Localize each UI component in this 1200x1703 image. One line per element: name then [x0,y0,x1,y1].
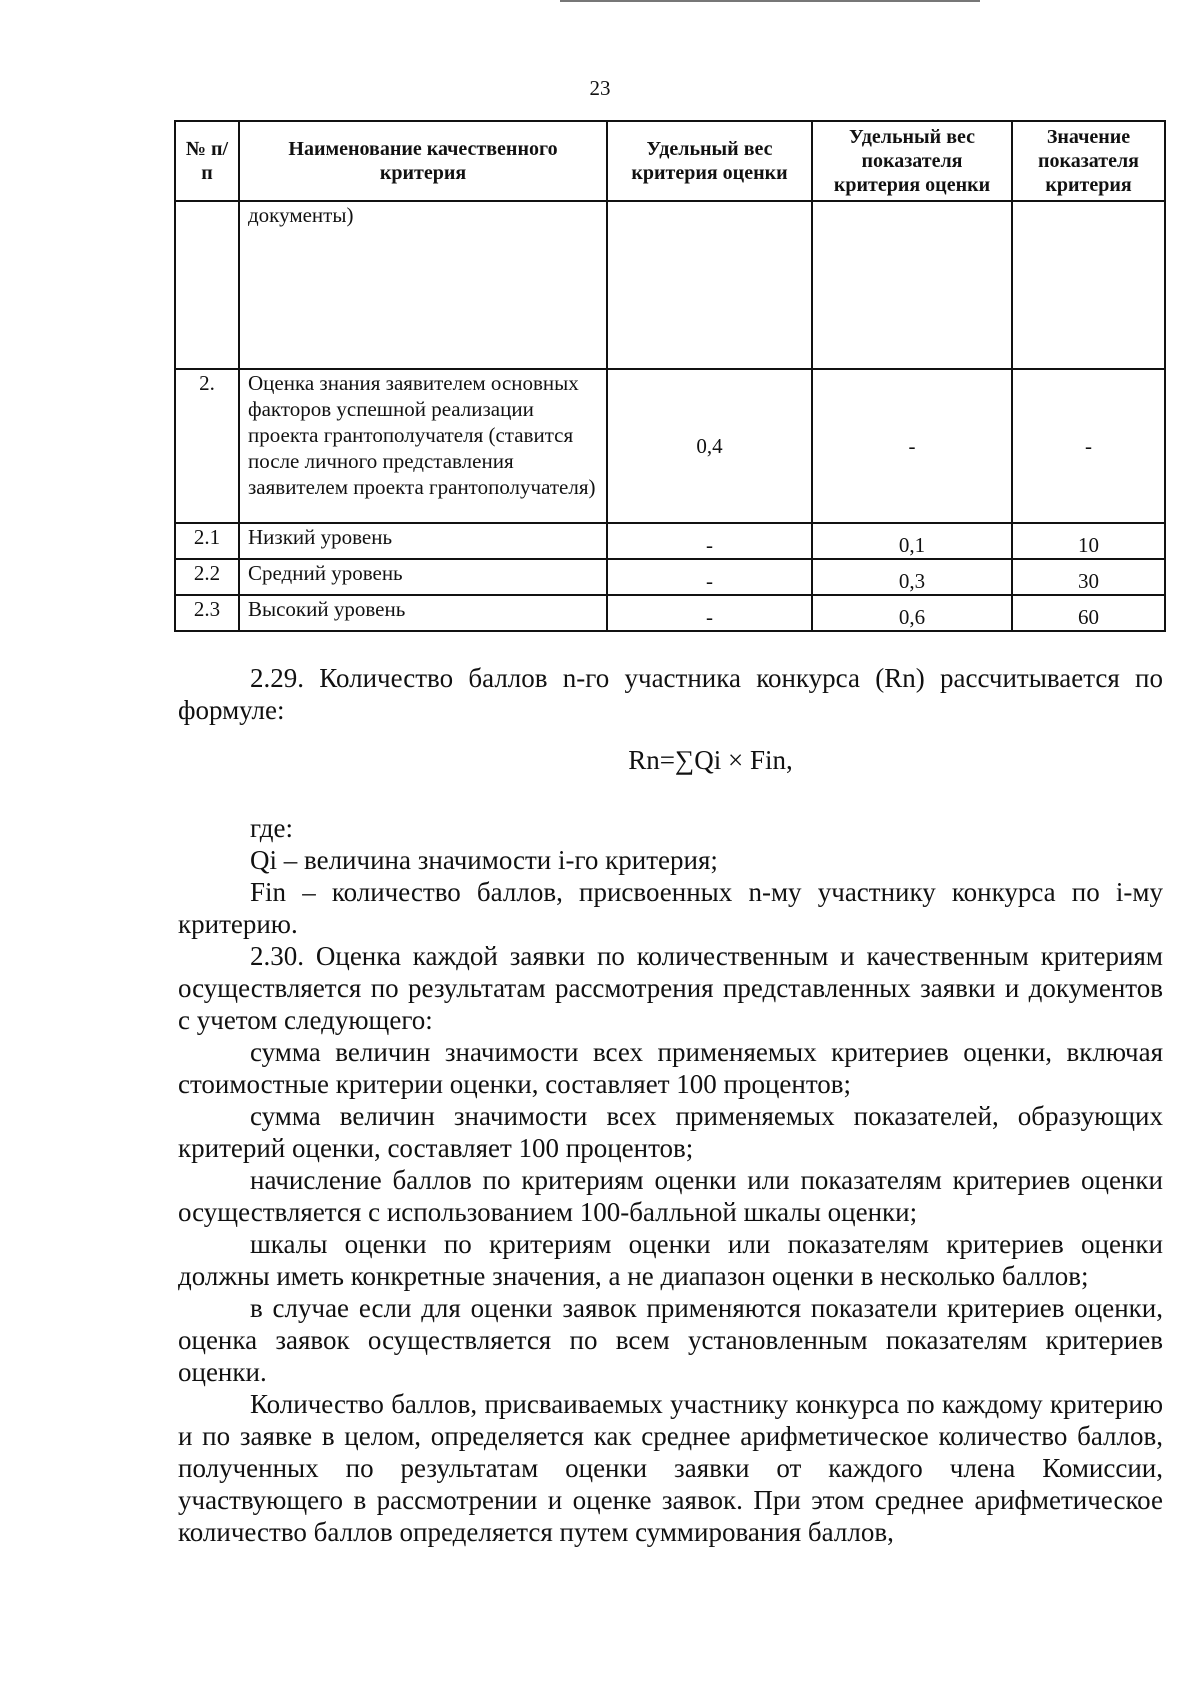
header-name: Наименование качественного критерия [239,121,607,201]
cell-num: 2.3 [175,595,239,631]
paragraph-2-30: 2.30. Оценка каждой заявки по количественным и качественным критериям осуществляется по результатам рассмотрения представленных заявки и документов с учетом следующего: [178,941,1163,1035]
cell-indicator-value: 10 [1012,523,1165,559]
qi-definition: Qi – величина значимости i-го критерия; [250,845,718,875]
cell-indicator-weight: 0,1 [812,523,1012,559]
cell-name: Средний уровень [239,559,607,595]
formula: Rn=∑Qi × Fin, [628,745,793,775]
cell-indicator-weight: - [812,369,1012,523]
header-weight: Удельный вес критерия оценки [607,121,812,201]
cell-num: 2.1 [175,523,239,559]
cell-indicator-weight [812,201,1012,369]
table-row [175,523,1165,559]
cell-weight: 0,4 [607,369,812,523]
condition-item: в случае если для оценки заявок применяются показатели критериев оценки, оценка заявок осуществляется по всем установленным показателям критериев оценки. [178,1293,1163,1387]
cell-indicator-value [1012,201,1165,369]
criteria-table [174,120,1166,632]
where-label: где: [250,813,293,843]
table-row [175,595,1165,631]
table-row [175,369,1165,523]
cell-name: Низкий уровень [239,523,607,559]
cell-indicator-weight: 0,6 [812,595,1012,631]
cell-num: 2. [175,369,239,523]
cell-num: 2.2 [175,559,239,595]
fin-definition: Fin – количество баллов, присвоенных n-му участнику конкурса по i-му критерию. [178,877,1163,939]
cell-num [175,201,239,369]
table-row [175,559,1165,595]
top-rule [560,0,980,2]
cell-indicator-value: 30 [1012,559,1165,595]
cell-indicator-value: - [1012,369,1165,523]
cell-name: документы) [239,201,607,369]
table-header-row [175,121,1165,201]
condition-item: начисление баллов по критериям оценки или показателям критериев оценки осуществляется с использованием 100-балльной шкалы оценки; [178,1165,1163,1227]
header-indicator-value: Значение показателя критерия [1012,121,1165,201]
cell-weight: - [607,595,812,631]
cell-weight: - [607,523,812,559]
cell-name: Высокий уровень [239,595,607,631]
condition-item: сумма величин значимости всех применяемых критериев оценки, включая стоимостные критерии оценки, составляет 100 процентов; [178,1037,1163,1099]
header-indicator-weight: Удельный вес показателя критерия оценки [812,121,1012,201]
table-row [175,201,1165,369]
header-num: № п/п [175,121,239,201]
page-number: 23 [589,76,611,100]
condition-item: сумма величин значимости всех применяемых показателей, образующих критерий оценки, составляет 100 процентов; [178,1101,1163,1163]
cell-name: Оценка знания заявителем основных факторов успешной реализации проекта грантополучателя (ставится после личного представления заявителем проекта грантополучателя) [239,369,607,523]
cell-indicator-value: 60 [1012,595,1165,631]
condition-item: шкалы оценки по критериям оценки или показателям критериев оценки должны иметь конкретные значения, а не диапазон оценки в несколько баллов; [178,1229,1163,1291]
document-body [178,662,1163,1548]
cell-weight [607,201,812,369]
cell-weight: - [607,559,812,595]
cell-indicator-weight: 0,3 [812,559,1012,595]
paragraph-scoring: Количество баллов, присваиваемых участнику конкурса по каждому критерию и по заявке в целом, определяется как среднее арифметическое количество баллов, полученных по результатам оценки заявки от каждого члена Комиссии, участвующего в рассмотрении и оценке заявок. При этом среднее арифметическое количество баллов определяется путем суммирования баллов, [178,1389,1163,1547]
paragraph-2-29: 2.29. Количество баллов n-го участника конкурса (Rn) рассчитывается по формуле: [178,663,1163,725]
